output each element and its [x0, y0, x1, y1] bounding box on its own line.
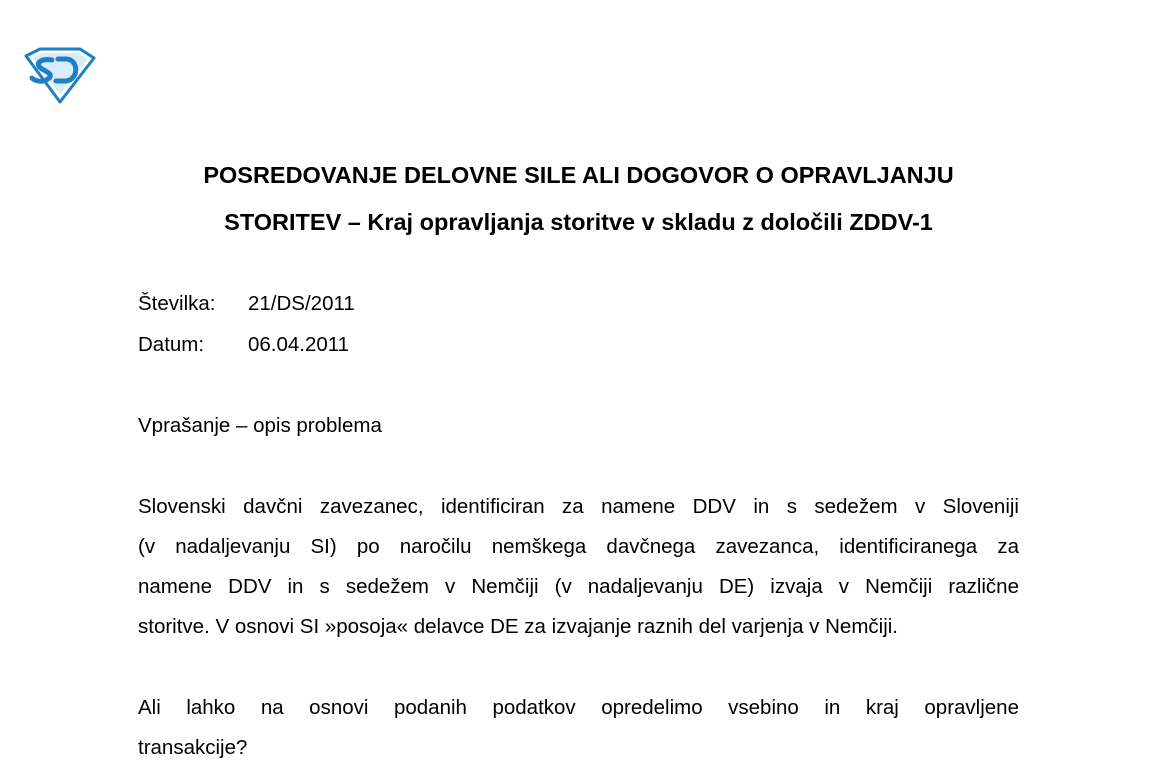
number-value: 21/DS/2011: [248, 292, 355, 315]
paragraph-line: Slovenski davčni zavezanec, identificiran za namene DDV in s sedežem v Sloveniji: [138, 495, 1019, 518]
section-heading: Vprašanje – opis problema: [138, 414, 382, 437]
paragraph-line: (v nadaljevanju SI) po naročilu nemškega davčnega zavezanca, identificiranega za: [138, 535, 1019, 558]
paragraph-2: [138, 688, 1019, 768]
title-line-1: POSREDOVANJE DELOVNE SILE ALI DOGOVOR O OPRAVLJANJU: [203, 162, 954, 188]
date-row: [138, 332, 349, 358]
paragraph-line: namene DDV in s sedežem v Nemčiji (v nadaljevanju DE) izvaja v Nemčiji različne: [138, 575, 1019, 598]
date-value: 06.04.2011: [248, 333, 350, 356]
title-line-2: STORITEV – Kraj opravljanja storitve v skladu z določili ZDDV-1: [224, 209, 933, 235]
paragraph-line: storitve. V osnovi SI »posoja« delavce DE za izvajanje raznih del varjenja v Nemčiji.: [138, 615, 899, 638]
date-label: Datum:: [138, 333, 205, 356]
document-title: [130, 152, 1027, 246]
sd-logo-icon: [22, 46, 96, 104]
paragraph-line: transakcije?: [138, 736, 248, 759]
number-label: Številka:: [138, 292, 216, 315]
logo: [22, 46, 96, 104]
paragraph-1: [138, 487, 1019, 647]
number-row: [138, 291, 355, 317]
paragraph-line: Ali lahko na osnovi podanih podatkov opredelimo vsebino in kraj opravljene: [138, 696, 1019, 719]
